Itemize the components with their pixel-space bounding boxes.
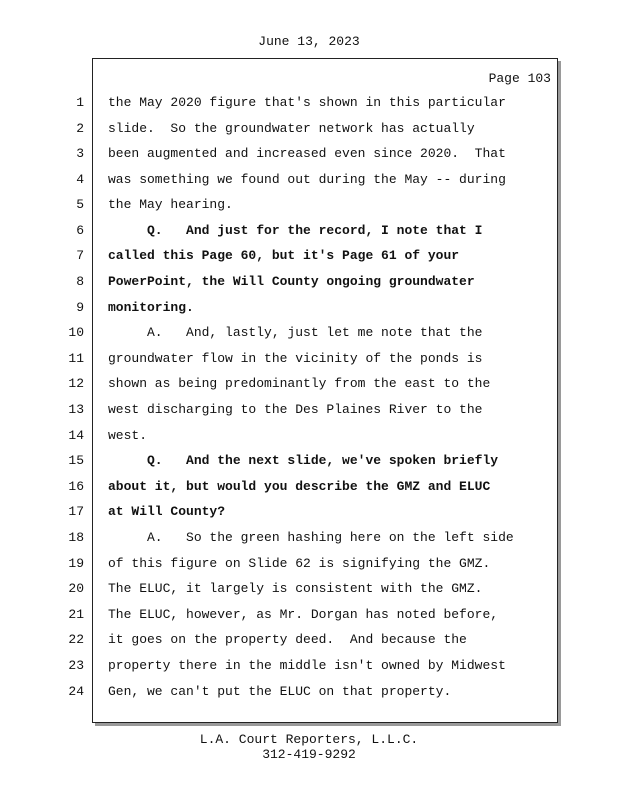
reporter-phone: 312-419-9292	[262, 747, 356, 762]
reporter-company: L.A. Court Reporters, L.L.C.	[199, 732, 419, 747]
line-text: Gen, we can't put the ELUC on that property.	[108, 684, 452, 699]
line-text: A. And, lastly, just let me note that the	[108, 325, 483, 340]
transcript-line	[0, 146, 618, 172]
line-text: The ELUC, it largely is consistent with the GMZ.	[108, 581, 483, 596]
line-text: shown as being predominantly from the east to the	[108, 376, 491, 391]
line-number: 17	[68, 504, 84, 519]
transcript-line	[0, 376, 618, 402]
line-text: west.	[108, 428, 148, 443]
line-text: of this figure on Slide 62 is signifying the GMZ.	[108, 556, 491, 571]
line-text: the May 2020 figure that's shown in this particular	[108, 95, 506, 110]
page-number: Page 103	[488, 71, 551, 86]
line-number: 5	[76, 197, 84, 212]
transcript-line	[0, 453, 618, 479]
line-text: Q. And just for the record, I note that I	[108, 223, 483, 238]
transcript-line	[0, 300, 618, 326]
transcript-line	[0, 351, 618, 377]
transcript-line	[0, 325, 618, 351]
transcript-line	[0, 428, 618, 454]
transcript-line	[0, 504, 618, 530]
line-text: called this Page 60, but it's Page 61 of your	[108, 248, 460, 263]
transcript-line	[0, 121, 618, 147]
line-number: 13	[68, 402, 84, 417]
line-text: property there in the middle isn't owned by Midwest	[108, 658, 506, 673]
line-number: 14	[68, 428, 84, 443]
line-number: 12	[68, 376, 84, 391]
transcript-line	[0, 95, 618, 121]
line-text: The ELUC, however, as Mr. Dorgan has noted before,	[108, 607, 499, 622]
line-text: about it, but would you describe the GMZ and ELUC	[108, 479, 491, 494]
transcript-line	[0, 530, 618, 556]
line-number: 9	[76, 300, 84, 315]
line-text: the May hearing.	[108, 197, 233, 212]
line-text: groundwater flow in the vicinity of the ponds is	[108, 351, 483, 366]
line-text: A. So the green hashing here on the left side	[108, 530, 514, 545]
transcript-line	[0, 172, 618, 198]
line-number: 3	[76, 146, 84, 161]
line-number: 1	[76, 95, 84, 110]
transcript-line	[0, 197, 618, 223]
transcript-line	[0, 632, 618, 658]
line-number: 6	[76, 223, 84, 238]
line-text: west discharging to the Des Plaines River to the	[108, 402, 483, 417]
line-number: 16	[68, 479, 84, 494]
line-number: 22	[68, 632, 84, 647]
footer	[0, 732, 618, 762]
transcript-line	[0, 658, 618, 684]
line-number: 23	[68, 658, 84, 673]
transcript-line	[0, 607, 618, 633]
line-number: 4	[76, 172, 84, 187]
line-text: at Will County?	[108, 504, 226, 519]
line-number: 24	[68, 684, 84, 699]
line-text: been augmented and increased even since 2020. That	[108, 146, 506, 161]
line-number: 8	[76, 274, 84, 289]
line-text: monitoring.	[108, 300, 194, 315]
line-number: 7	[76, 248, 84, 263]
line-text: slide. So the groundwater network has actually	[108, 121, 475, 136]
transcript-line	[0, 248, 618, 274]
line-number: 11	[68, 351, 84, 366]
line-number: 19	[68, 556, 84, 571]
transcript-line	[0, 581, 618, 607]
transcript-line	[0, 556, 618, 582]
line-text: PowerPoint, the Will County ongoing groundwater	[108, 274, 475, 289]
line-number: 20	[68, 581, 84, 596]
line-number: 18	[68, 530, 84, 545]
transcript-date: June 13, 2023	[258, 34, 360, 49]
line-text: was something we found out during the May -- during	[108, 172, 506, 187]
line-text: Q. And the next slide, we've spoken briefly	[108, 453, 499, 468]
line-number: 21	[68, 607, 84, 622]
line-number: 2	[76, 121, 84, 136]
line-number: 15	[68, 453, 84, 468]
transcript-line	[0, 274, 618, 300]
transcript-line	[0, 223, 618, 249]
transcript-line	[0, 402, 618, 428]
transcript-line	[0, 479, 618, 505]
line-text: it goes on the property deed. And because the	[108, 632, 467, 647]
line-number: 10	[68, 325, 84, 340]
transcript-line	[0, 684, 618, 710]
